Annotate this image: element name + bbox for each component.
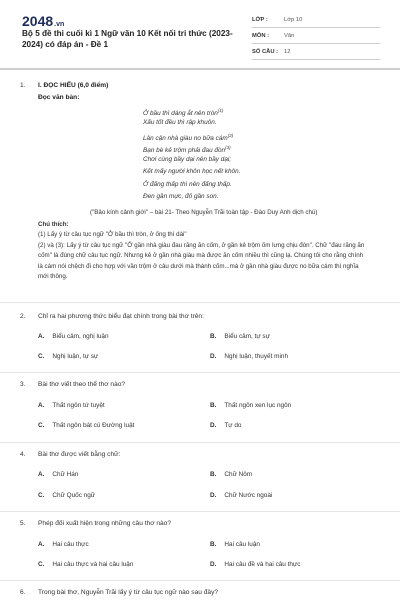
poem-line: Chơi cùng bầy dại nên bầy dại; bbox=[143, 156, 232, 164]
question-number: 5. bbox=[20, 520, 26, 527]
poem-line: Ở đấng thấp thì nên đấng thấp. bbox=[143, 180, 232, 188]
answer-option[interactable]: B. Chữ Nôm bbox=[210, 471, 253, 478]
poem-line: Đen gần mực, đỏ gần son. bbox=[143, 193, 219, 201]
header-divider bbox=[0, 68, 400, 70]
answer-option[interactable]: D. Nghị luận, thuyết minh bbox=[210, 353, 288, 360]
question-text: Bài thơ được viết bằng chữ: bbox=[38, 451, 121, 458]
question-number: 3. bbox=[20, 381, 26, 388]
answer-option[interactable]: B. Thất ngôn xen lục ngôn bbox=[210, 402, 292, 409]
meta-value: Lớp 10 bbox=[284, 17, 303, 23]
question-number: 4. bbox=[20, 451, 26, 458]
question-number: 6. bbox=[20, 589, 26, 596]
poem-source: ("Bảo kính cảnh giới" – bài 21- Theo Nguyễn Trãi toàn tập - Đào Duy Anh dịch chú) bbox=[90, 209, 318, 216]
meta-label: SỐ CÂU : bbox=[252, 49, 279, 55]
answer-option[interactable]: C. Thất ngôn bát cú Đường luật bbox=[38, 422, 135, 429]
footnotes bbox=[38, 220, 368, 282]
poem-line: Ở bầu thì dáng ắt nên tròn$^{(1)}$ bbox=[143, 108, 224, 118]
answer-option[interactable]: B. Biểu cảm, tự sự bbox=[210, 333, 270, 340]
site-logo[interactable] bbox=[22, 13, 64, 29]
answer-option[interactable]: C. Nghị luận, tự sự bbox=[38, 353, 99, 360]
question-divider bbox=[0, 580, 400, 581]
poem-line: Kết mấy người khôn học nết khôn. bbox=[143, 168, 241, 176]
section-subtitle: Đọc văn bản: bbox=[38, 94, 80, 101]
footnotes-title: Chú thích: bbox=[38, 221, 69, 228]
question-divider bbox=[0, 511, 400, 512]
footnote-1: (1) Lấy ý từ câu tục ngữ "Ở bầu thì tròn, ở ống thì dài" bbox=[38, 231, 187, 239]
meta-label: LỚP : bbox=[252, 17, 268, 23]
page-header bbox=[0, 0, 400, 64]
question-text: Trong bài thơ, Nguyễn Trãi lấy ý từ câu tục ngữ nào sau đây? bbox=[38, 589, 219, 596]
answer-option[interactable]: C. Chữ Quốc ngữ bbox=[38, 492, 96, 499]
poem-line: Xấu tốt đều thì rập khuôn. bbox=[143, 119, 217, 127]
logo-main: 2048 bbox=[22, 13, 54, 29]
answer-option[interactable]: B. Hai câu luận bbox=[210, 541, 260, 548]
meta-value: Văn bbox=[284, 33, 295, 39]
meta-label: MÔN : bbox=[252, 33, 270, 39]
meta-row-count bbox=[252, 45, 380, 60]
question-text: Chỉ ra hai phương thức biểu đạt chính trong bài thơ trên: bbox=[38, 313, 204, 320]
answer-option[interactable]: D. Chữ Nước ngoài bbox=[210, 492, 273, 499]
meta-value: 12 bbox=[284, 49, 291, 55]
poem-line: Lân cận nhà giàu no bữa cám$^{(2)}$ bbox=[143, 132, 234, 142]
document-meta bbox=[252, 13, 380, 61]
logo-suffix: .vn bbox=[54, 21, 65, 28]
question-divider bbox=[0, 442, 400, 443]
question-text: Phép đối xuất hiện trong những câu thơ nào? bbox=[38, 520, 172, 527]
question-text: Bài thơ viết theo thể thơ nào? bbox=[38, 381, 126, 388]
answer-option[interactable]: A. Hai câu thực bbox=[38, 541, 89, 548]
footnote-2: (2) và (3): Lấy ý từ câu tục ngữ "Ở gần nhà giàu đau răng ăn cốm, ở gần kẻ trộm ốm lưng chịu đòn". Chữ "đau răng ăn cốm" là đúng chữ câu tục ngữ. Nhưng kẻ ở gần nhà giàu mà được ăn cốm nhiều thì cũng lạ. Chúng tôi cho rằng chính là cám nói chệch đi cho hợp với vần trộm ở câu dưới mà thành cốm...mà ở gần nhà giàu được no bữa cám thì nghĩa mới thông. bbox=[38, 241, 365, 281]
document-title: Bộ 5 đề thi cuối kì 1 Ngữ văn 10 Kết nối tri thức (2023-2024) có đáp án - Đề 1 bbox=[22, 29, 233, 49]
section-title: I. ĐỌC HIỂU (6,0 điểm) bbox=[38, 82, 109, 89]
answer-option[interactable]: A. Biểu cảm, nghị luận bbox=[38, 333, 109, 340]
answer-option[interactable]: D. Hai câu đề và hai câu thực bbox=[210, 561, 301, 568]
question-divider bbox=[0, 372, 400, 373]
poem-line: Bạn bè kẻ trộm phải đau đòn$^{(3)}$ bbox=[143, 144, 231, 155]
answer-option[interactable]: C. Hai câu thực và hai câu luận bbox=[38, 561, 134, 568]
meta-row-class bbox=[252, 13, 380, 28]
answer-option[interactable]: D. Tự do bbox=[210, 422, 242, 429]
question-number: 1. bbox=[20, 82, 26, 89]
answer-option[interactable]: A. Chữ Hán bbox=[38, 471, 79, 478]
meta-row-subject bbox=[252, 29, 380, 44]
question-divider bbox=[0, 302, 400, 303]
question-number: 2. bbox=[20, 313, 26, 320]
poem-block bbox=[143, 105, 240, 203]
answer-option[interactable]: A. Thất ngôn tứ tuyệt bbox=[38, 402, 105, 409]
